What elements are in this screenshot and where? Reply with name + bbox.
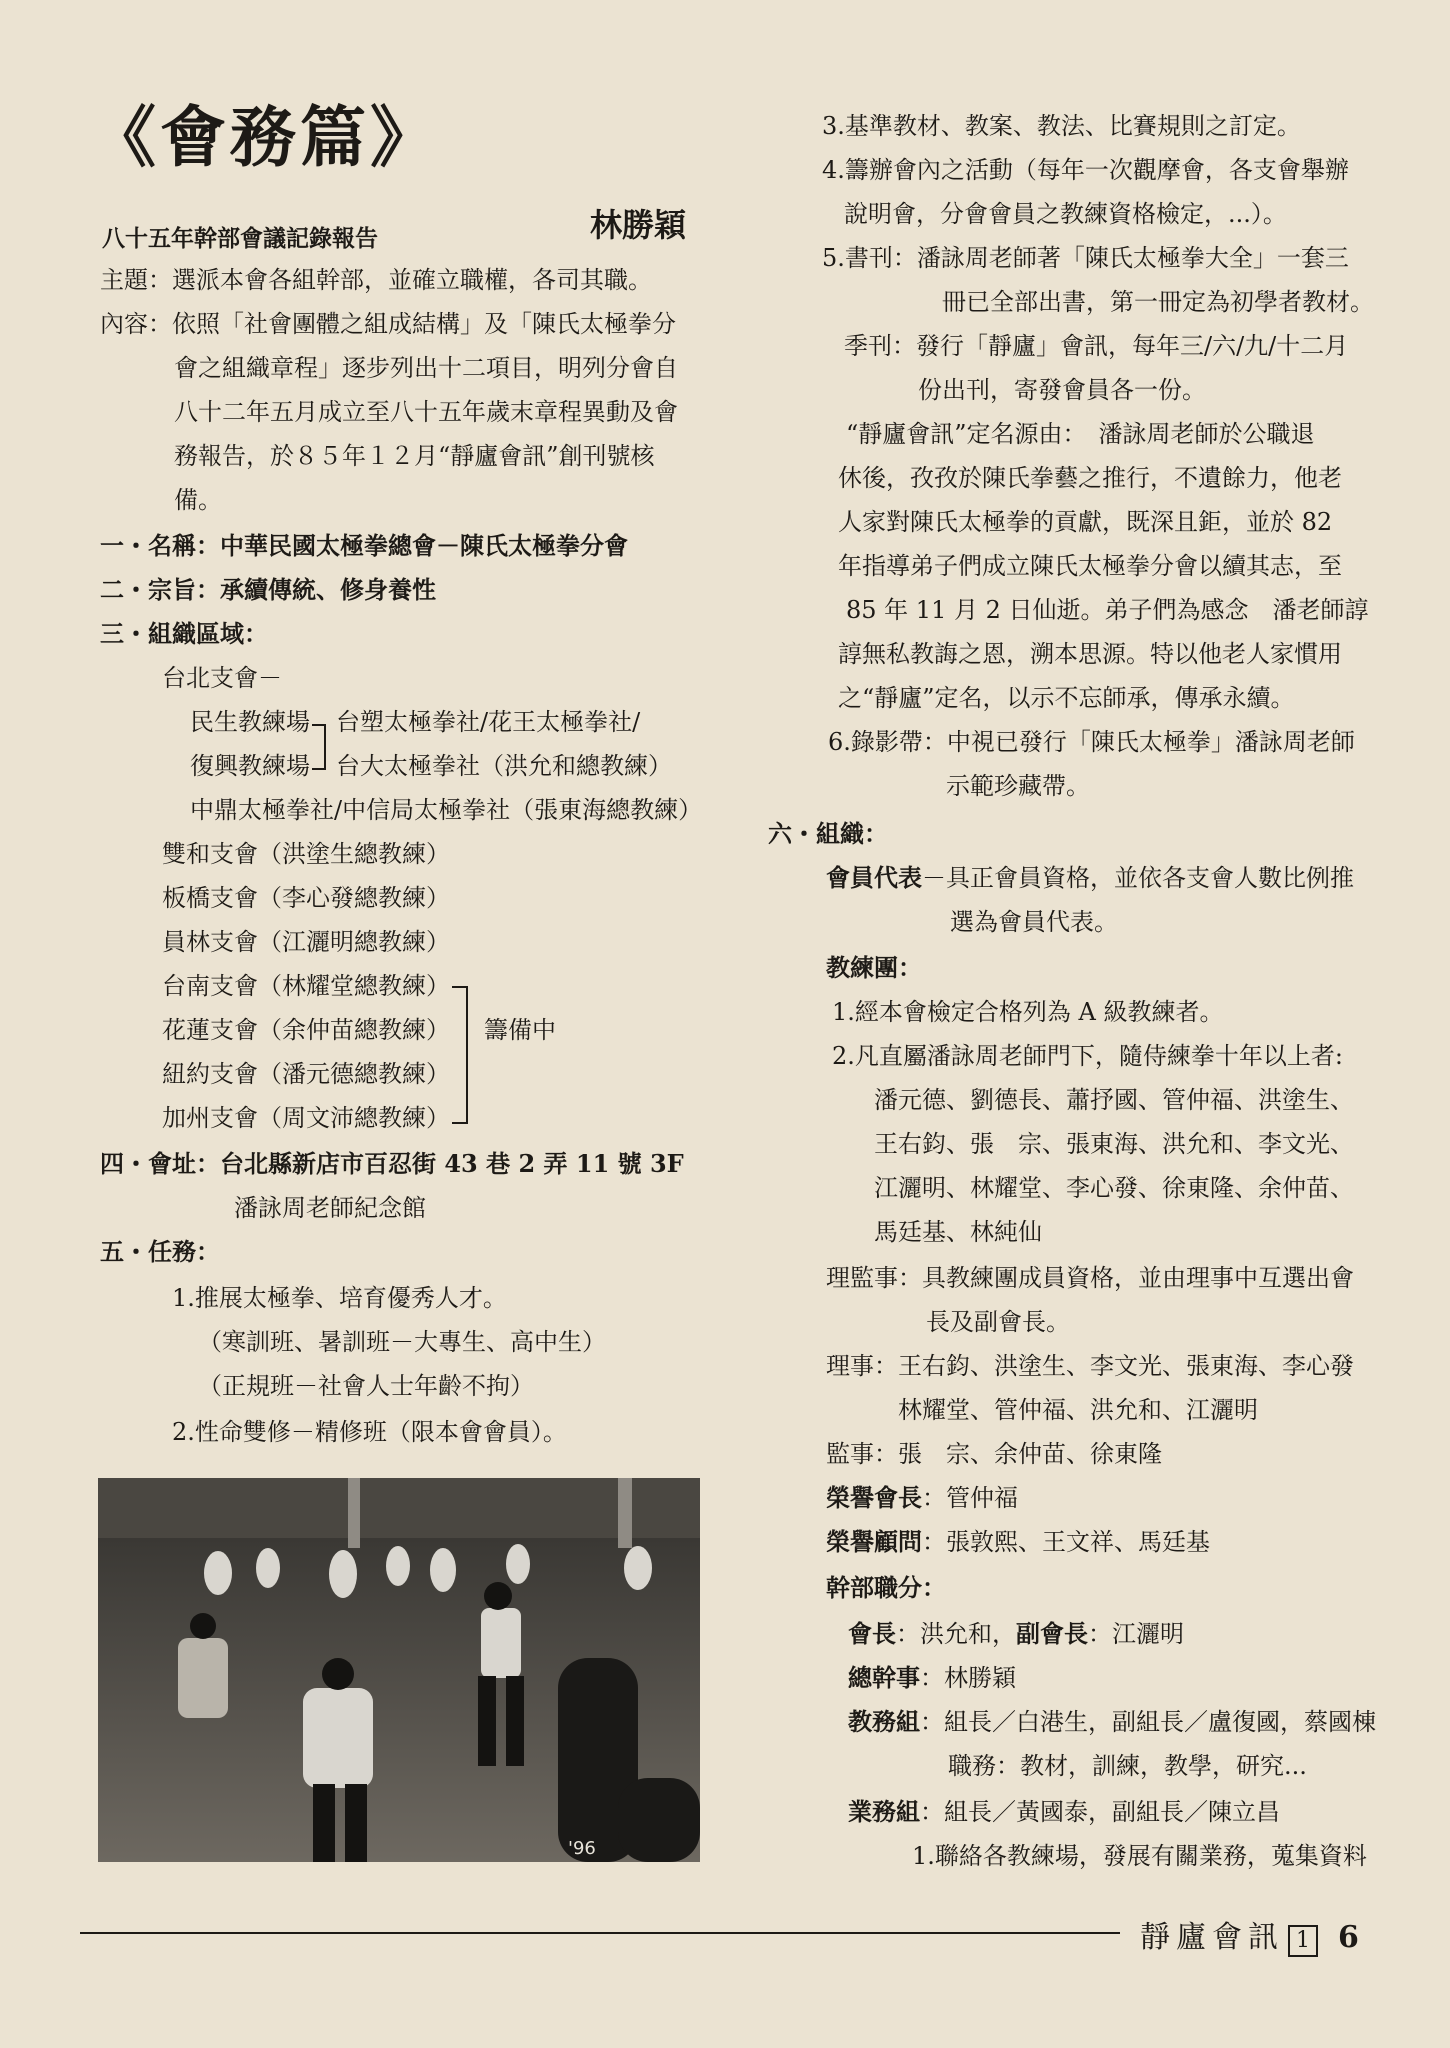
club-list-1: 台塑太極拳社/花王太極拳社/ [336, 708, 641, 736]
business-group-line [848, 1790, 1280, 1834]
supervisor-board-line: 理監事：具教練團成員資格，並由理事中互選出會 [826, 1264, 1354, 1292]
right-line: 人家對陳氏太極拳的貢獻，既深且鉅，並於 82 [838, 508, 1333, 536]
right-line: 4.籌辦會內之活動（每年一次觀摩會，各支會舉辦 [822, 156, 1349, 184]
preparing-bracket [452, 986, 468, 1124]
right-line: 示範珍藏帶。 [946, 772, 1090, 800]
task-1-detail-a: （寒訓班、暑訓班－大專生、高中生） [198, 1328, 606, 1356]
honorary-advisor-line [826, 1520, 1210, 1564]
general-secretary-value: ：林勝穎 [920, 1664, 1016, 1692]
page-number: 6 [1338, 1920, 1359, 1955]
section-title: 《會務篇》 [90, 98, 440, 176]
item-address: 四・會址：台北縣新店市百忍街 43 巷 2 弄 11 號 3F [100, 1149, 684, 1178]
right-line: 諄無私教誨之恩，溯本思源。特以他老人家慣用 [838, 640, 1342, 668]
supervisors-line: 監事：張 宗、余仲苗、徐東隆 [826, 1440, 1162, 1468]
vice-chair-value: ：江灑明 [1088, 1620, 1184, 1648]
member-rep-line [826, 856, 1354, 900]
branch-item: 花蓮支會（余仲苗總教練） [162, 1016, 450, 1044]
content-line: 備。 [174, 486, 222, 514]
task-1: 1.推展太極拳、培育優秀人才。 [172, 1284, 507, 1312]
directors-line: 理事：王右鈞、洪塗生、李文光、張東海、李心發 [826, 1352, 1354, 1380]
class-photo [98, 1478, 700, 1862]
directors-line-2: 林耀堂、管仲福、洪允和、江灑明 [898, 1396, 1258, 1424]
honorary-chair-line [826, 1476, 1018, 1520]
coach-rule-2: 2.凡直屬潘詠周老師門下，隨侍練拳十年以上者: [832, 1042, 1343, 1070]
item-organization: 六・組織： [768, 819, 888, 848]
chair-line [848, 1612, 1184, 1656]
club-list-2: 台大太極拳社（洪允和總教練） [336, 752, 672, 780]
right-line: 3.基準教材、教案、教法、比賽規則之訂定。 [822, 112, 1301, 140]
general-secretary-label: 總幹事 [848, 1663, 920, 1692]
right-line: 說明會，分會會員之教練資格檢定，...）。 [844, 200, 1287, 228]
theme-line: 主題：選派本會各組幹部，並確立職權，各司其職。 [100, 266, 652, 294]
right-line: 5.書刊：潘詠周老師著「陳氏太極拳大全」一套三 [822, 244, 1349, 272]
supervisor-board-line-2: 長及副會長。 [926, 1308, 1070, 1336]
item-name: 一・名稱：中華民國太極拳總會－陳氏太極拳分會 [100, 531, 628, 560]
right-line: 年指導弟子們成立陳氏太極拳分會以續其志，至 [838, 552, 1342, 580]
branch-item: 紐約支會（潘元德總教練） [162, 1060, 450, 1088]
business-group-label: 業務組 [848, 1797, 920, 1826]
address-line-2: 潘詠周老師紀念館 [234, 1194, 426, 1222]
business-group-value: ：組長／黃國泰，副組長／陳立昌 [920, 1798, 1280, 1826]
footer-title: 靜廬會訊 [1140, 1920, 1284, 1955]
zhongding-clubs: 中鼎太極拳社/中信局太極拳社（張東海總教練） [190, 796, 703, 824]
chair-value: ：洪允和， [896, 1620, 1016, 1648]
coach-names-line: 江灑明、林耀堂、李心發、徐東隆、余仲苗、 [874, 1174, 1354, 1202]
honorary-advisor-value: ：張敦熙、王文祥、馬廷基 [922, 1528, 1210, 1556]
report-title: 八十五年幹部會議記錄報告 [102, 225, 378, 252]
right-line: 季刊：發行「靜廬」會訊，每年三/六/九/十二月 [844, 332, 1349, 360]
right-line: 份出刊，寄發會員各一份。 [918, 376, 1206, 404]
fuxing-training-site: 復興教練場 [190, 752, 310, 780]
photo-date-stamp: '96 [568, 1838, 596, 1859]
coach-rule-1: 1.經本會檢定合格列為 A 級教練者。 [832, 998, 1224, 1026]
member-rep-label: 會員代表 [826, 863, 922, 892]
coach-names-line: 王右鈞、張 宗、張東海、洪允和、李文光、 [874, 1130, 1354, 1158]
issue-number: 1 [1288, 1925, 1318, 1957]
coach-names-line: 潘元德、劉德長、蕭抒國、管仲福、洪塗生、 [874, 1086, 1354, 1114]
cadre-label: 幹部職分： [826, 1573, 946, 1602]
right-line: “靜廬會訊”定名源由： 潘詠周老師於公職退 [846, 420, 1315, 448]
content-line: 八十二年五月成立至八十五年歲末章程異動及會 [174, 398, 678, 426]
branch-item: 板橋支會（李心發總教練） [162, 884, 450, 912]
content-line: 務報告，於８５年１２月“靜廬會訊”創刊號核 [174, 442, 655, 470]
task-2: 2.性命雙修－精修班（限本會會員）。 [172, 1418, 567, 1446]
training-bracket [312, 724, 326, 770]
task-1-detail-b: （正規班－社會人士年齡不拘） [198, 1372, 534, 1400]
branch-item: 台南支會（林耀堂總教練） [162, 972, 450, 1000]
preparing-label: 籌備中 [484, 1016, 556, 1044]
right-line: 6.錄影帶：中視已發行「陳氏太極拳」潘詠周老師 [828, 728, 1355, 756]
member-rep-line-2: 選為會員代表。 [950, 908, 1118, 936]
general-secretary-line [848, 1656, 1016, 1700]
right-line: 85 年 11 月 2 日仙逝。弟子們為感念 潘老師諄 [846, 596, 1369, 624]
chair-label: 會長 [848, 1619, 896, 1648]
business-duty-1: 1.聯絡各教練場，發展有關業務，蒐集資料 [912, 1842, 1367, 1870]
branch-item: 加州支會（周文沛總教練） [162, 1104, 450, 1132]
item-region: 三・組織區域： [100, 619, 268, 648]
right-line: 冊已全部出書，第一冊定為初學者教材。 [942, 288, 1374, 316]
footer-rule [80, 1932, 1120, 1934]
content-line: 會之組織章程」逐步列出十二項目，明列分會自 [174, 354, 678, 382]
coach-team-label: 教練團： [826, 953, 922, 982]
author-name: 林勝穎 [590, 206, 687, 244]
content-line: 內容：依照「社會團體之組成結構」及「陳氏太極拳分 [100, 310, 676, 338]
education-group-line [848, 1700, 1376, 1744]
honorary-chair-label: 榮譽會長 [826, 1483, 922, 1512]
item-purpose: 二・宗旨：承續傳統、修身養性 [100, 575, 436, 604]
minsheng-training-site: 民生教練場 [190, 708, 310, 736]
member-rep-text: －具正會員資格，並依各支會人數比例推 [922, 864, 1354, 892]
education-group-label: 教務組 [848, 1707, 920, 1736]
photo-illustration [98, 1478, 700, 1862]
honorary-advisor-label: 榮譽顧問 [826, 1527, 922, 1556]
education-group-value: ：組長／白港生，副組長／盧復國，蔡國棟 [920, 1708, 1376, 1736]
branch-item: 員林支會（江灑明總教練） [162, 928, 450, 956]
vice-chair-label: 副會長 [1016, 1619, 1088, 1648]
right-line: 休後，孜孜於陳氏拳藝之推行，不遺餘力，他老 [838, 464, 1342, 492]
taipei-branch: 台北支會－ [162, 664, 282, 692]
branch-item: 雙和支會（洪塗生總教練） [162, 840, 450, 868]
right-line: 之“靜廬”定名，以示不忘師承，傳承永續。 [838, 684, 1295, 712]
coach-names-line: 馬廷基、林純仙 [874, 1218, 1042, 1246]
honorary-chair-value: ：管仲福 [922, 1484, 1018, 1512]
item-tasks: 五・任務： [100, 1237, 220, 1266]
footer [1140, 1912, 1359, 1957]
education-duties: 職務：教材，訓練，教學，研究... [948, 1752, 1307, 1780]
